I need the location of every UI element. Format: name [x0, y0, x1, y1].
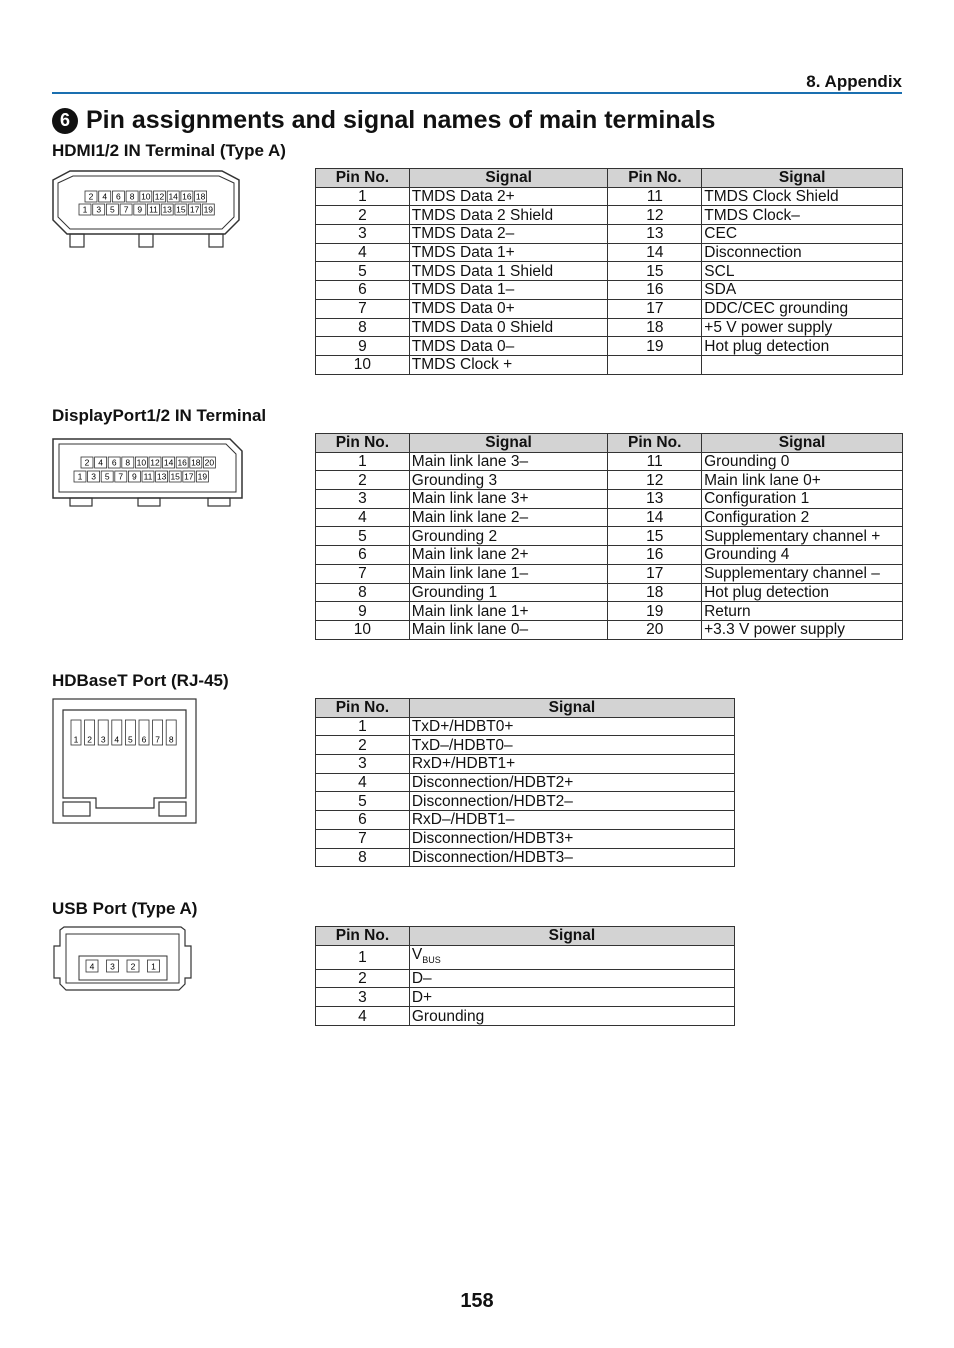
- table-row: [316, 1007, 735, 1026]
- pin-number: 19: [608, 602, 702, 621]
- pin-label: 6: [111, 457, 117, 468]
- pin-label: 16: [177, 457, 187, 468]
- pin-label: 12: [154, 191, 165, 202]
- pin-number: 2: [316, 736, 410, 755]
- signal-name: TMDS Clock +: [409, 355, 608, 374]
- pin-number: 7: [316, 829, 410, 848]
- table-row: [316, 243, 903, 262]
- signal-name: RxD–/HDBT1–: [409, 811, 734, 830]
- pin-number: 16: [608, 546, 702, 565]
- table-row: [316, 988, 735, 1007]
- pin-number: 7: [316, 299, 410, 318]
- vbus-subscript: BUS: [422, 954, 441, 965]
- pin-label: 20: [204, 457, 215, 468]
- table-row: [316, 773, 735, 792]
- pin-number: 12: [608, 471, 702, 490]
- pin-label: 2: [87, 734, 92, 745]
- signal-name: SCL: [702, 262, 903, 281]
- table-row: [316, 225, 903, 244]
- table-row: [316, 969, 735, 988]
- pin-label: 3: [110, 961, 115, 972]
- pin-label: 3: [96, 204, 102, 215]
- pin-number: 18: [608, 583, 702, 602]
- pin-number: 19: [608, 337, 702, 356]
- table-header-row: [316, 927, 735, 946]
- page-title: [52, 106, 715, 135]
- pin-number: 17: [608, 299, 702, 318]
- pin-label: 16: [182, 191, 192, 202]
- signal-name: TMDS Data 2 Shield: [409, 206, 608, 225]
- pin-number: 13: [608, 490, 702, 509]
- pin-number: 20: [608, 620, 702, 639]
- signal-name: TMDS Data 1+: [409, 243, 608, 262]
- pin-label: 2: [84, 457, 90, 468]
- pin-no-header: Pin No.: [608, 434, 702, 453]
- vbus-main: V: [411, 945, 423, 963]
- signal-name: TMDS Data 0 Shield: [409, 318, 608, 337]
- signal-name: Disconnection: [702, 243, 903, 262]
- signal-name: Return: [702, 602, 903, 621]
- pin-label: 4: [89, 961, 95, 972]
- signal-header: Signal: [409, 927, 734, 946]
- pin-label: 7: [123, 204, 129, 215]
- pin-label: 18: [195, 191, 206, 202]
- pin-label: 11: [149, 204, 158, 215]
- pin-label: 15: [176, 204, 186, 215]
- pin-label: 12: [150, 457, 160, 468]
- pin-number: 11: [608, 187, 702, 206]
- pin-label: 11: [143, 471, 153, 482]
- table-row: [316, 848, 735, 867]
- pin-label: 2: [130, 961, 136, 972]
- signal-name: Grounding 1: [409, 583, 608, 602]
- signal-name: Main link lane 2–: [409, 508, 608, 527]
- table-header-row: [316, 169, 903, 188]
- pin-number: 13: [608, 225, 702, 244]
- table-row: [316, 299, 903, 318]
- table-header-row: [316, 434, 903, 453]
- pin-number: 14: [608, 508, 702, 527]
- pin-number: 3: [316, 490, 410, 509]
- pin-label: 4: [102, 191, 108, 202]
- pin-label: 18: [191, 457, 201, 468]
- pin-no-header: Pin No.: [608, 169, 702, 188]
- signal-name: TMDS Data 1 Shield: [409, 262, 608, 281]
- signal-name: Disconnection/HDBT2+: [409, 773, 734, 792]
- pin-label: 1: [77, 471, 83, 482]
- pin-label: 6: [116, 191, 121, 202]
- hdmi-heading: HDMI1/2 IN Terminal (Type A): [52, 141, 286, 160]
- pin-number: 16: [608, 281, 702, 300]
- hdbaset-heading: HDBaseT Port (RJ-45): [52, 671, 229, 690]
- pin-label: 7: [155, 734, 160, 745]
- displayport-bottom-pins: [74, 471, 208, 482]
- signal-name: [409, 945, 734, 969]
- table-row: [316, 355, 903, 374]
- table-row: [316, 945, 735, 969]
- pin-label: 4: [114, 734, 120, 745]
- table-row: [316, 471, 903, 490]
- pin-label: 1: [151, 961, 156, 972]
- signal-name: TxD–/HDBT0–: [409, 736, 734, 755]
- pin-number: 6: [316, 281, 410, 300]
- signal-name: Supplementary channel +: [702, 527, 903, 546]
- usb-heading: USB Port (Type A): [52, 899, 198, 918]
- table-row: [316, 620, 903, 639]
- signal-name: DDC/CEC grounding: [702, 299, 903, 318]
- usb-pin-table: [315, 926, 735, 1026]
- pin-label: 14: [163, 457, 174, 468]
- table-row: [316, 490, 903, 509]
- signal-header: Signal: [409, 699, 734, 718]
- page-number: 158: [460, 1290, 494, 1312]
- signal-name: Disconnection/HDBT2–: [409, 792, 734, 811]
- pin-label: 9: [137, 204, 143, 215]
- pin-label: 6: [141, 734, 147, 745]
- section-number-badge: 6: [52, 108, 78, 134]
- pin-label: 19: [197, 471, 208, 482]
- pin-label: 10: [136, 457, 147, 468]
- signal-name: Main link lane 0–: [409, 620, 608, 639]
- pin-label: 2: [88, 191, 94, 202]
- rj45-connector-diagram: [52, 698, 198, 825]
- pin-label: 8: [129, 191, 135, 202]
- signal-name: TMDS Data 2+: [409, 187, 608, 206]
- pin-number: 10: [316, 620, 410, 639]
- signal-name: Main link lane 1+: [409, 602, 608, 621]
- hdmi-pin-table: [315, 168, 903, 375]
- table-row: [316, 755, 735, 774]
- pin-no-header: Pin No.: [316, 434, 410, 453]
- pin-label: 17: [189, 204, 200, 215]
- pin-number: 3: [316, 755, 410, 774]
- pin-number: 11: [608, 452, 702, 471]
- signal-name: Grounding: [409, 1007, 734, 1026]
- signal-name: Grounding 0: [702, 452, 903, 471]
- displayport-heading: DisplayPort1/2 IN Terminal: [52, 406, 267, 425]
- pin-label: 15: [170, 471, 180, 482]
- pin-label: 3: [91, 471, 96, 482]
- table-row: [316, 583, 903, 602]
- pin-number: 7: [316, 564, 410, 583]
- pin-label: 13: [156, 471, 167, 482]
- table-row: [316, 337, 903, 356]
- pin-number: 4: [316, 1007, 410, 1026]
- pin-label: 14: [168, 191, 178, 202]
- table-row: [316, 452, 903, 471]
- table-row: [316, 546, 903, 565]
- signal-name: Hot plug detection: [702, 583, 903, 602]
- pin-number: 4: [316, 243, 410, 262]
- signal-name: Main link lane 3–: [409, 452, 608, 471]
- pin-number: 2: [316, 969, 410, 988]
- signal-name: Main link lane 2+: [409, 546, 608, 565]
- signal-header: Signal: [409, 434, 608, 453]
- displayport-top-pins: [81, 457, 215, 468]
- signal-name: Supplementary channel –: [702, 564, 903, 583]
- table-row: [316, 717, 735, 736]
- pin-label: 13: [162, 204, 172, 215]
- pin-label: 9: [132, 471, 137, 482]
- signal-name: Main link lane 3+: [409, 490, 608, 509]
- signal-name: Main link lane 0+: [702, 471, 903, 490]
- signal-name: Disconnection/HDBT3+: [409, 829, 734, 848]
- pin-label: 5: [110, 204, 115, 215]
- signal-name: [702, 355, 903, 374]
- table-row: [316, 792, 735, 811]
- pin-number: 2: [316, 206, 410, 225]
- signal-name: Main link lane 1–: [409, 564, 608, 583]
- pin-label: 19: [203, 204, 214, 215]
- pin-number: 18: [608, 318, 702, 337]
- table-row: [316, 564, 903, 583]
- pin-number: 1: [316, 717, 410, 736]
- signal-name: Grounding 4: [702, 546, 903, 565]
- table-row: [316, 736, 735, 755]
- pin-number: 5: [316, 792, 410, 811]
- table-row: [316, 508, 903, 527]
- signal-name: +3.3 V power supply: [702, 620, 903, 639]
- table-row: [316, 602, 903, 621]
- pin-label: 8: [168, 734, 174, 745]
- pin-label: 1: [73, 734, 79, 745]
- hdbaset-pin-table: [315, 698, 735, 867]
- pin-number: 4: [316, 773, 410, 792]
- pin-number: 5: [316, 527, 410, 546]
- table-header-row: [316, 699, 735, 718]
- pin-no-header: Pin No.: [316, 169, 410, 188]
- pin-label: 3: [100, 734, 106, 745]
- pin-number: 9: [316, 602, 410, 621]
- pin-label: 7: [118, 471, 124, 482]
- usb-pins: [86, 960, 160, 972]
- pin-number: 6: [316, 811, 410, 830]
- table-row: [316, 281, 903, 300]
- pin-label: 17: [184, 471, 194, 482]
- signal-name: Grounding 3: [409, 471, 608, 490]
- signal-name: Configuration 1: [702, 490, 903, 509]
- displayport-pin-table: [315, 433, 903, 640]
- pin-label: 10: [141, 191, 151, 202]
- pin-label: 1: [82, 204, 88, 215]
- signal-header: Signal: [409, 169, 608, 188]
- usb-connector-diagram: [52, 926, 194, 992]
- pin-number: 9: [316, 337, 410, 356]
- signal-name: TMDS Data 1–: [409, 281, 608, 300]
- signal-name: TMDS Clock Shield: [702, 187, 903, 206]
- chapter-label: 8. Appendix: [806, 72, 902, 91]
- rj45-pins: [71, 720, 176, 745]
- pin-number: 15: [608, 527, 702, 546]
- signal-name: RxD+/HDBT1+: [409, 755, 734, 774]
- table-row: [316, 187, 903, 206]
- pin-number: 2: [316, 471, 410, 490]
- signal-name: Hot plug detection: [702, 337, 903, 356]
- pin-number: 17: [608, 564, 702, 583]
- signal-name: Grounding 2: [409, 527, 608, 546]
- pin-number: 1: [316, 945, 410, 969]
- hdmi-top-pins: [85, 191, 207, 202]
- pin-number: 1: [316, 452, 410, 471]
- header-rule: [52, 92, 902, 94]
- pin-label: 4: [98, 457, 103, 468]
- pin-number: 8: [316, 583, 410, 602]
- pin-number: 5: [316, 262, 410, 281]
- signal-name: Disconnection/HDBT3–: [409, 848, 734, 867]
- pin-number: 8: [316, 848, 410, 867]
- pin-number: 1: [316, 187, 410, 206]
- signal-name: TxD+/HDBT0+: [409, 717, 734, 736]
- signal-name: TMDS Data 0–: [409, 337, 608, 356]
- table-row: [316, 829, 735, 848]
- hdmi-bottom-pins: [79, 204, 214, 215]
- table-row: [316, 811, 735, 830]
- pin-number: 10: [316, 355, 410, 374]
- page-title-text: Pin assignments and signal names of main terminals: [86, 106, 716, 134]
- signal-name: TMDS Data 0+: [409, 299, 608, 318]
- signal-name: TMDS Clock–: [702, 206, 903, 225]
- pin-number: 4: [316, 508, 410, 527]
- pin-no-header: Pin No.: [316, 699, 410, 718]
- table-row: [316, 527, 903, 546]
- pin-number: [608, 355, 702, 374]
- pin-label: 8: [125, 457, 131, 468]
- signal-name: +5 V power supply: [702, 318, 903, 337]
- signal-name: CEC: [702, 225, 903, 244]
- signal-name: TMDS Data 2–: [409, 225, 608, 244]
- signal-header: Signal: [702, 434, 903, 453]
- displayport-connector-diagram: [50, 434, 246, 510]
- signal-name: D–: [409, 969, 734, 988]
- pin-label: 5: [104, 471, 110, 482]
- table-row: [316, 262, 903, 281]
- pin-number: 15: [608, 262, 702, 281]
- pin-label: 5: [128, 734, 133, 745]
- pin-number: 3: [316, 225, 410, 244]
- pin-number: 8: [316, 318, 410, 337]
- pin-number: 12: [608, 206, 702, 225]
- signal-name: SDA: [702, 281, 903, 300]
- table-row: [316, 318, 903, 337]
- signal-name: D+: [409, 988, 734, 1007]
- hdmi-connector-diagram: [50, 168, 244, 250]
- pin-number: 3: [316, 988, 410, 1007]
- signal-header: Signal: [702, 169, 903, 188]
- pin-no-header: Pin No.: [316, 927, 410, 946]
- pin-number: 6: [316, 546, 410, 565]
- pin-number: 14: [608, 243, 702, 262]
- signal-name: Configuration 2: [702, 508, 903, 527]
- table-row: [316, 206, 903, 225]
